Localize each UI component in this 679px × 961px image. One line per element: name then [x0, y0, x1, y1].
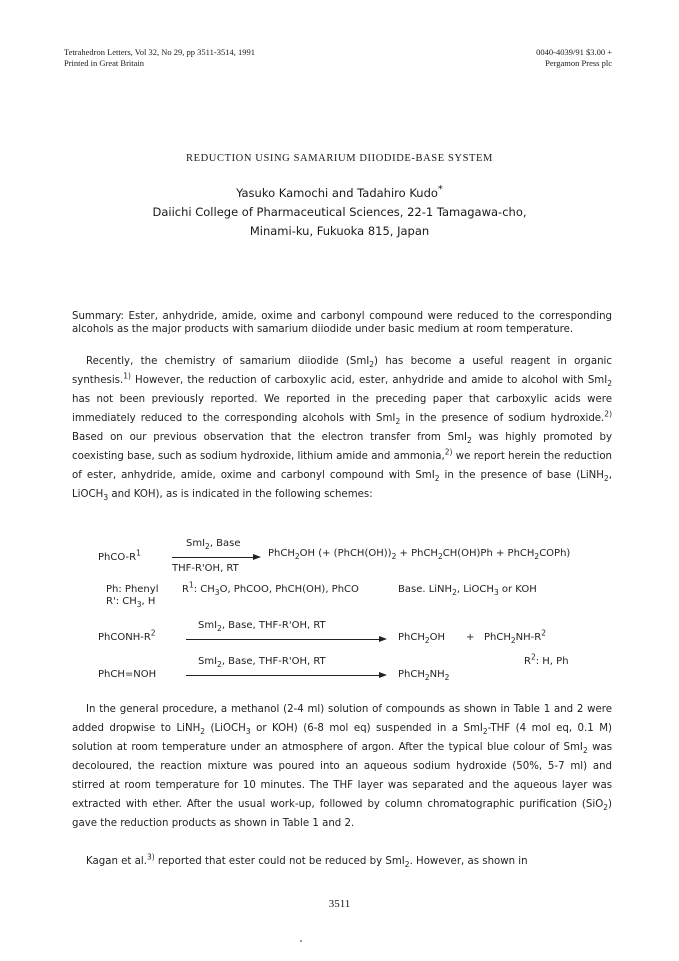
subscript: 2	[217, 660, 222, 669]
scheme2-plus: +	[466, 632, 475, 643]
subscript: 2	[200, 727, 206, 737]
publisher-name: Pergamon Press plc	[545, 58, 612, 68]
subscript: 2	[534, 552, 540, 561]
affiliation-line-1: Daiichi College of Pharmaceutical Sciences, 22-1 Tamagawa-cho,	[152, 205, 527, 219]
publisher-code	[536, 47, 612, 69]
subscript: 2	[217, 624, 222, 633]
subscript: 3	[214, 588, 220, 597]
superscript: 1	[188, 580, 194, 590]
legend-ph: Ph: Phenyl	[106, 584, 159, 595]
scheme2-arrowhead	[379, 636, 387, 642]
kagan-paragraph	[72, 852, 612, 871]
text: Kagan et al.	[86, 856, 147, 867]
summary: Summary: Ester, anhydride, amide, oxime and carbonyl compound were reduced to the corresponding alcohols as the major products with samarium diiodide under basic medium at room temperature.	[72, 311, 612, 335]
text: In the general procedure, a methanol (2-4 ml) solution of compounds as shown in Table 1 and 2 were added dropwise to LiNH	[72, 704, 612, 734]
procedure-paragraph	[72, 700, 612, 833]
text: (LiOCH	[205, 723, 246, 734]
text: Recently, the chemistry of samarium diiodide (SmI	[86, 356, 370, 367]
legend-r1	[182, 580, 359, 597]
superscript: 1	[136, 548, 141, 558]
text: was highly promoted by coexisting base, such as sodium hydroxide, lithium amide and ammonia,	[72, 432, 612, 462]
text: R	[182, 584, 189, 595]
text: R': CH	[106, 596, 137, 607]
text: NH	[429, 669, 445, 680]
procedure-text	[72, 700, 612, 833]
superscript: 2	[150, 628, 156, 638]
author-block	[0, 184, 679, 241]
text: or KOH) (6-8 mol eq) suspended in a SmI	[250, 723, 483, 734]
subscript: 2	[369, 360, 375, 370]
scheme3-arrow	[186, 675, 380, 676]
author-names	[0, 184, 679, 203]
legend-r-prime	[106, 596, 155, 607]
scheme3-product	[398, 669, 449, 680]
legend-base	[398, 584, 537, 595]
scheme2-reactant	[98, 628, 156, 643]
intro-text	[72, 352, 612, 504]
subscript: 3	[245, 727, 251, 737]
text: was decoloured, the reaction mixture was poured into an aqueous sodium hydroxide (50%, 5-7 ml) and stirred at room temperature for 10 minutes. The THF layer was separated and the aqueous layer was extracted with ether. After the usual work-up, followed by column chromatographic purification (SiO	[72, 742, 613, 810]
text: COPh)	[539, 548, 571, 559]
text: + PhCH	[396, 548, 438, 559]
superscript: 2	[530, 652, 536, 662]
text: SmI	[186, 538, 206, 549]
text: we report herein the reduction of ester, anhydride, amide, oxime and carbonyl compound with SmI	[72, 451, 613, 481]
text: , LiOCH	[72, 470, 612, 500]
scheme1-products	[268, 548, 570, 559]
text: in the presence of sodium hydroxide.	[400, 413, 605, 424]
subscript: 3	[103, 493, 109, 503]
text: : CH	[193, 584, 215, 595]
subscript: 2	[452, 588, 457, 597]
scheme1-arrow	[172, 557, 254, 558]
scheme2-product-amine	[484, 628, 546, 645]
superscript: 2	[541, 628, 546, 638]
subscript: 2	[467, 436, 472, 446]
subscript: 2	[607, 379, 612, 389]
journal-citation	[64, 47, 255, 69]
scan-speck	[300, 940, 302, 942]
scheme1-reagent-bottom: THF-R'OH, RT	[172, 563, 239, 574]
scheme2-arrow	[186, 639, 380, 640]
scheme1-arrowhead	[253, 554, 261, 560]
subscript: 2	[395, 417, 401, 427]
text: O, PhCOO, PhCH(OH), PhCO	[219, 584, 359, 595]
reference: 2)	[604, 409, 612, 419]
text: , H	[141, 596, 156, 607]
text: -THF (4 mol eq, 0.1 M) solution at room temperature under an atmosphere of argon. After the typical blue colour of SmI	[72, 723, 612, 753]
subscript: 2	[404, 860, 410, 870]
affiliation-line-2: Minami-ku, Fukuoka 815, Japan	[249, 224, 430, 238]
text: has not been previously reported. We reported in the preceding paper that carboxylic acids were immediately reduced to the corresponding alcohols with SmI	[72, 394, 612, 424]
reference: 1)	[123, 371, 131, 381]
text: ) has become a useful reagent in organic synthesis.	[72, 356, 612, 386]
text: Base. LiNH	[398, 584, 453, 595]
text: ) gave the reduction products as shown in Table 1 and 2.	[72, 799, 612, 829]
scheme3-arrowhead	[379, 672, 387, 678]
subscript: 2	[424, 673, 430, 682]
text: reported that ester could not be reduced by SmI	[154, 856, 405, 867]
subscript: 2	[434, 474, 440, 484]
text: NH-R	[515, 632, 542, 643]
printed-line: Printed in Great Britain	[64, 58, 145, 68]
text: OH (+ (PhCH(OH))	[299, 548, 392, 559]
corresponding-mark: *	[437, 184, 443, 196]
scheme2-reagent	[198, 620, 326, 631]
authors: Yasuko Kamochi and Tadahiro Kudo	[236, 186, 438, 200]
text: PhCH	[484, 632, 511, 643]
text: , LiOCH	[456, 584, 494, 595]
subscript: 2	[391, 552, 397, 561]
text: in the presence of base (LiNH	[439, 470, 604, 481]
reference: 2)	[444, 447, 453, 457]
text: : H, Ph	[535, 656, 569, 667]
subscript: 3	[136, 600, 142, 609]
kagan-text	[72, 852, 612, 871]
subscript: 2	[482, 727, 488, 737]
subscript: 2	[424, 636, 430, 645]
page-number: 3511	[328, 898, 351, 910]
text: or KOH	[498, 584, 537, 595]
subscript: 2	[294, 552, 300, 561]
text: , Base, THF-R'OH, RT	[221, 656, 326, 667]
text: Based on our previous observation that the electron transfer from SmI	[72, 432, 468, 443]
subscript: 3	[493, 588, 499, 597]
text: PhCH	[398, 669, 425, 680]
text: R	[524, 656, 531, 667]
text: SmI	[198, 620, 218, 631]
issn-price: 0040-4039/91 $3.00 +	[536, 47, 612, 57]
scheme3-reactant: PhCH=NOH	[98, 669, 157, 680]
text: PhCH	[398, 632, 425, 643]
text: PhCO-R	[98, 552, 137, 563]
text: . However, as shown in	[409, 856, 528, 867]
subscript: 2	[510, 636, 516, 645]
subscript: 2	[437, 552, 443, 561]
article-title: REDUCTION USING SAMARIUM DIIODIDE-BASE SYSTEM	[185, 153, 493, 164]
scheme1-reagent-top	[186, 538, 241, 549]
scheme3-reagent	[198, 656, 326, 667]
text: PhCONH-R	[98, 632, 151, 643]
subscript: 2	[603, 803, 609, 813]
text: OH	[429, 632, 446, 643]
text: CH(OH)Ph + PhCH	[442, 548, 535, 559]
text: PhCH	[268, 548, 295, 559]
text: , Base, THF-R'OH, RT	[221, 620, 326, 631]
subscript: 2	[603, 474, 609, 484]
text: However, the reduction of carboxylic acid, ester, anhydride and amide to alcohol with SmI	[130, 375, 608, 386]
text: , Base	[209, 538, 241, 549]
text: and KOH), as is indicated in the following schemes:	[108, 489, 373, 500]
text: SmI	[198, 656, 218, 667]
subscript: 2	[582, 746, 588, 756]
scheme2-legend-r2	[524, 652, 569, 667]
scheme1-reactant	[98, 548, 141, 563]
intro-paragraph	[72, 352, 612, 504]
scheme2-product-alcohol	[398, 632, 445, 643]
subscript: 2	[205, 542, 210, 551]
reference: 3)	[146, 852, 155, 862]
journal-line: Tetrahedron Letters, Vol 32, No 29, pp 3511-3514, 1991	[64, 47, 255, 57]
subscript: 2	[444, 673, 450, 682]
